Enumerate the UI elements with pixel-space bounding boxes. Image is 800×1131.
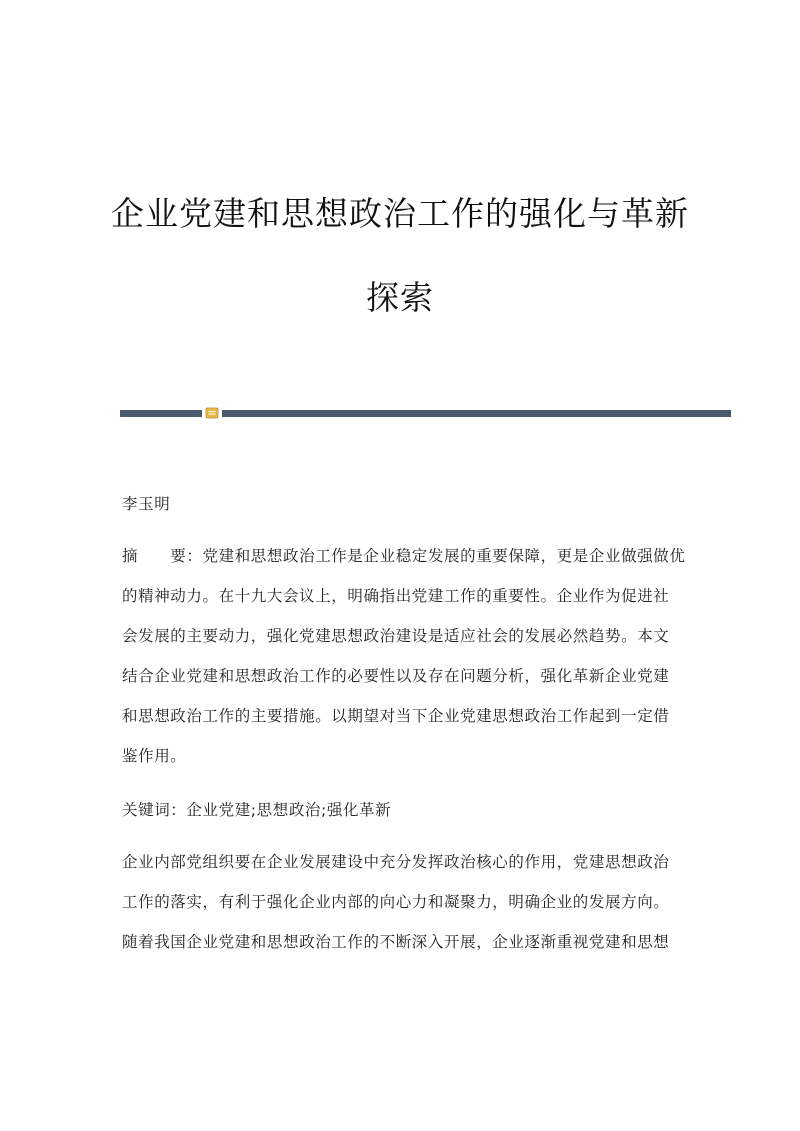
divider-bar-right [222,410,731,417]
keywords: 关键词：企业党建;思想政治;强化革新 [122,801,392,819]
abstract-line: 摘 要：党建和思想政治工作是企业稳定发展的重要保障，更是企业做强做优 [122,547,686,565]
abstract-line: 结合企业党建和思想政治工作的必要性以及存在问题分析，强化革新企业党建 [122,667,670,685]
title-line-1: 企业党建和思想政治工作的强化与革新 [111,194,689,233]
abstract-line: 会发展的主要动力，强化党建思想政治建设是适应社会的发展必然趋势。本文 [122,627,670,645]
title-line-2: 探索 [366,278,434,317]
abstract-line: 和思想政治工作的主要措施。以期望对当下企业党建思想政治工作起到一定借 [122,707,670,725]
body-paragraph-line: 工作的落实，有利于强化企业内部的向心力和凝聚力，明确企业的发展方向。 [122,893,670,911]
abstract-line: 鉴作用。 [122,747,187,765]
abstract-line: 的精神动力。在十九大会议上，明确指出党建工作的重要性。企业作为促进社 [122,587,670,605]
body-paragraph-line: 随着我国企业党建和思想政治工作的不断深入开展，企业逐渐重视党建和思想 [122,933,670,951]
divider-bar-left [120,410,202,417]
document-emblem-icon [205,407,219,419]
body-paragraph-line: 企业内部党组织要在企业发展建设中充分发挥政治核心的作用，党建思想政治 [122,853,670,871]
author: 李玉明 [122,495,171,513]
title-divider [120,407,731,417]
